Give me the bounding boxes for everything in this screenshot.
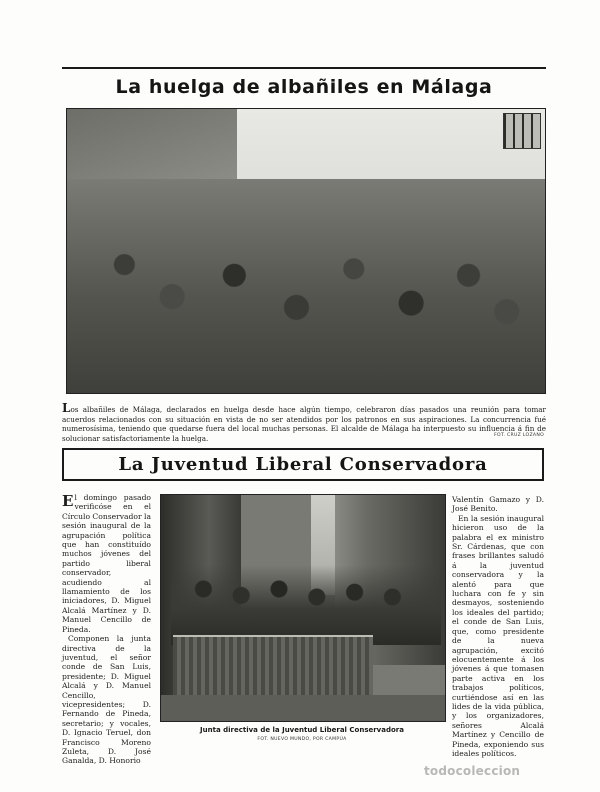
caption-dropcap: L	[62, 401, 71, 415]
article-left-column	[62, 493, 151, 766]
photo-people	[171, 565, 441, 645]
watermark-logo: todocoleccion	[424, 764, 521, 778]
article-paragraph: El domingo pasado verificóse en el Círculo Conservador la sesión inaugural de la agrupación política que han constituído muchos jóvenes del partido liberal conservador, acudiendo al llamamiento de los iniciadores, D. Miguel Alcalá Martínez y D. Manuel Cencillo de Pineda.	[62, 492, 151, 634]
photo-credit-strike: FOT. CRUZ LOZANO	[494, 433, 544, 438]
article-dropcap: E	[62, 492, 74, 510]
article-paragraph: En la sesión inaugural hicieron uso de la palabra el ex ministro Sr. Cárdenas, que con frases brillantes saludó á la juventud conservadora y la alentó para que luchara con fe y sin desmayos, sosteniendo los ideales del partido; el conde de San Luis, que, como presidente de la nueva agrupación, excitó elocuentemente á los jóvenes á que tomasen parte activa en los trabajos políticos, curtiéndose así en las lides de la vida pública, y los organizadores, señores Alcalá Martínez y Cencillo de Pineda, exponiendo sus ideales políticos.	[452, 513, 544, 758]
article-paragraph: Componen la junta directiva de la juventud, el señor conde de San Luis, presidente; D. Miguel Alcalá y D. Manuel Cencillo, vicepresidentes; D. Fernando de Pineda, secretario; y vocales, D. Ignacio Teruel, don Francisco Moreno Zuleta, D. José Ganalda, D. Honorio	[62, 634, 151, 766]
article-paragraph: Valentín Gamazo y D. José Benito.	[452, 495, 544, 514]
headline-juventud: La Juventud Liberal Conservadora	[62, 448, 544, 481]
headline-malaga-strike: La huelga de albañiles en Málaga	[115, 76, 493, 98]
caption-strike	[62, 401, 546, 443]
photo-table	[173, 635, 373, 697]
article-right-column	[452, 495, 544, 758]
caption-junta: Junta directiva de la Juventud Liberal Conservadora	[200, 726, 404, 734]
top-rule	[62, 67, 546, 69]
photo-crowd	[67, 179, 545, 393]
caption-strike-text: os albañiles de Málaga, declarados en huelga desde hace algún tiempo, celebraron días pasados una reunión para tomar acuerdos relacionados con su situación en vista de no ser atendidos por los patronos en sus aspiraciones. La concurrencia fué numerosísima, teniendo que quedarse fuera del local muchas personas. El alcalde de Málaga ha interpuesto su influencia á fin de solucionar satisfactoriamente la huelga.	[62, 405, 546, 443]
photo-window	[503, 113, 541, 149]
photo-junta-directiva	[160, 494, 446, 722]
photo-strike-meeting	[66, 108, 546, 394]
photo-credit-junta: FOT. NUEVO MUNDO, POR CAMPÚA	[257, 737, 347, 742]
photo-floor	[161, 695, 445, 721]
